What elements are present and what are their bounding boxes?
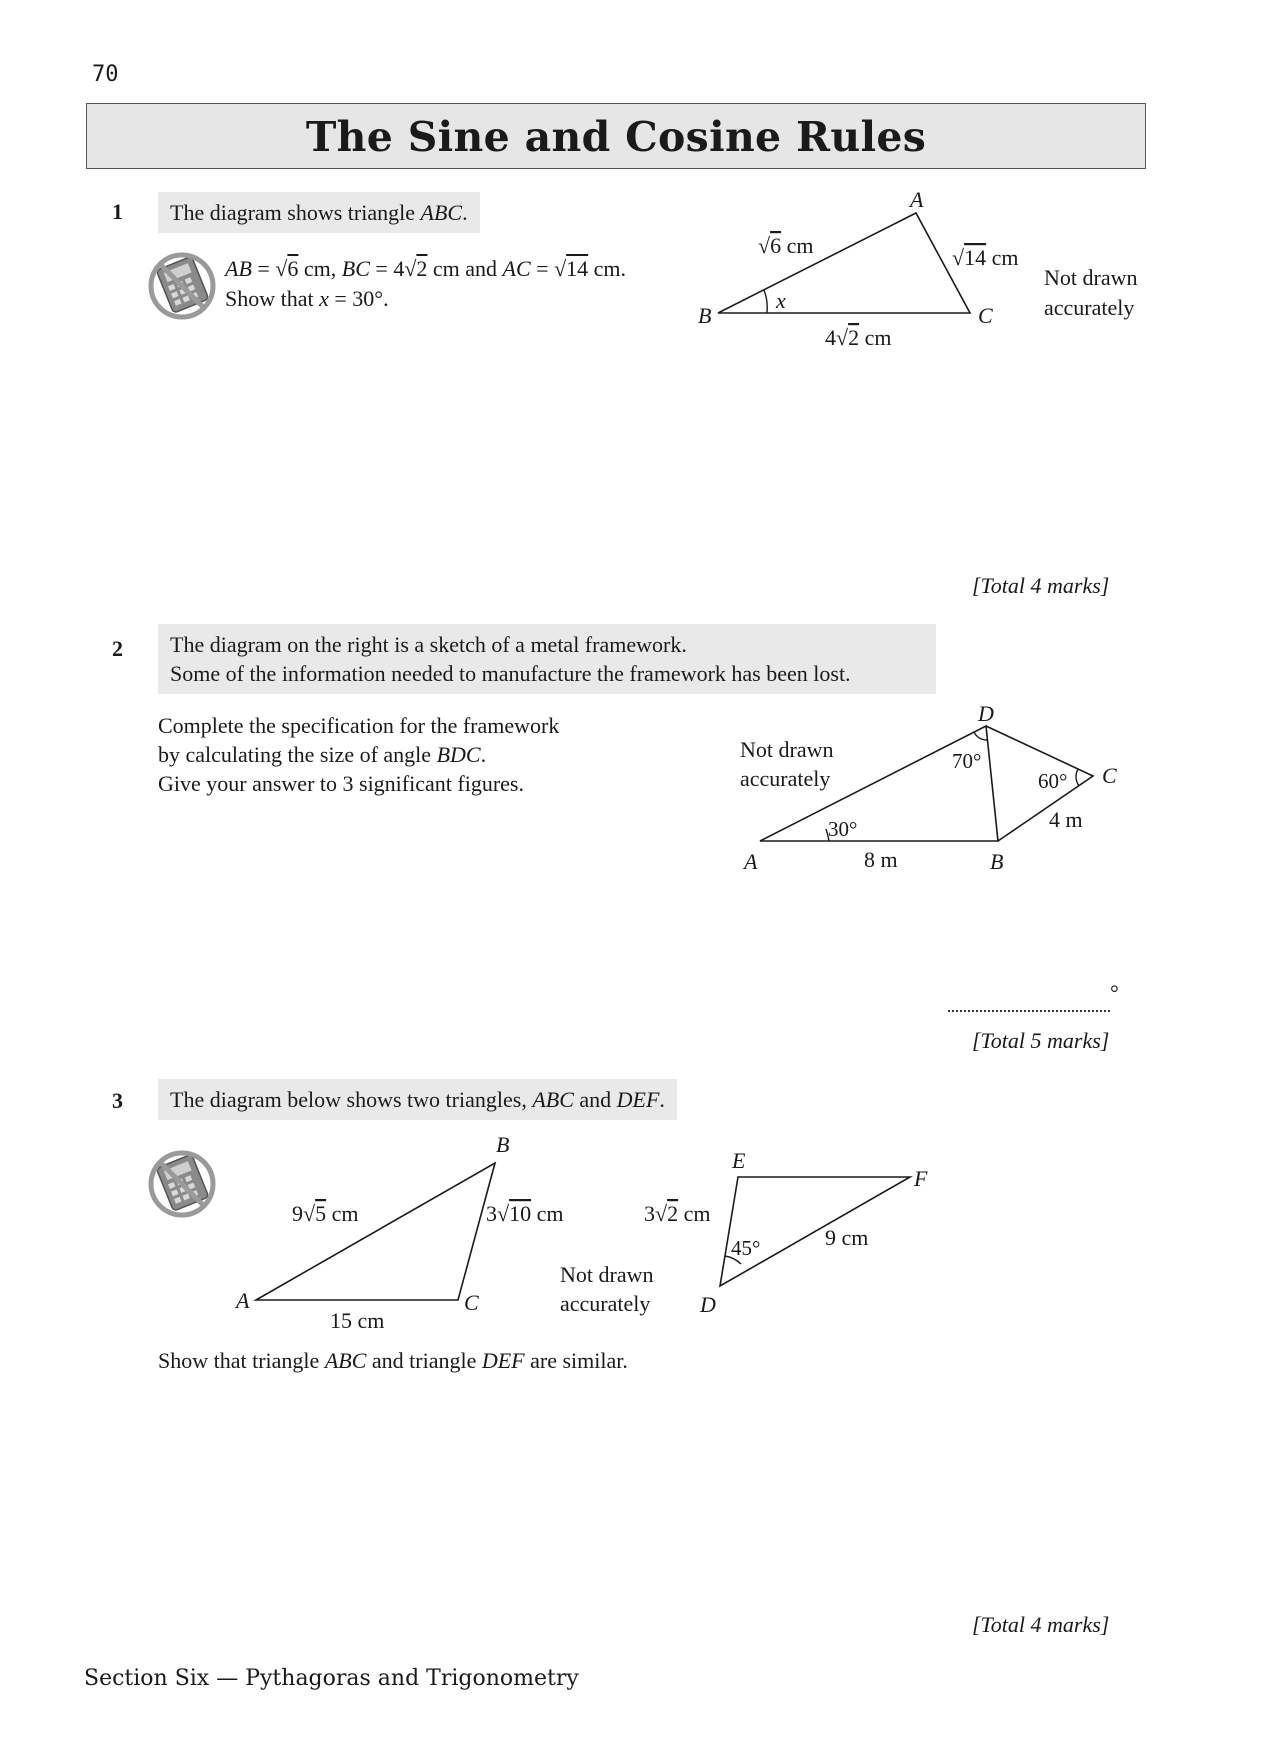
accurately-note: accurately xyxy=(740,766,831,791)
angle-c-label: 60° xyxy=(1038,769,1068,793)
angle-d-label: 70° xyxy=(952,749,982,773)
page-number: 70 xyxy=(92,62,119,87)
vertex-label-a: A xyxy=(236,1288,250,1313)
question-3-total-marks: [Total 4 marks] xyxy=(972,1612,1110,1637)
question-1-intro: The diagram shows triangle ABC. xyxy=(158,192,480,233)
vertex-label-c: C xyxy=(1102,763,1117,788)
triangle-abc xyxy=(718,213,970,313)
not-drawn-note: Not drawn xyxy=(1044,265,1138,290)
question-2-intro: The diagram on the right is a sketch of a metal framework. Some of the information needed to manufacture the framework has been lost. xyxy=(158,624,936,694)
vertex-label-d: D xyxy=(700,1292,716,1317)
question-1-task: Show that x = 30°. xyxy=(225,286,389,311)
vertex-label-e: E xyxy=(732,1148,746,1173)
vertex-label-b: B xyxy=(990,849,1004,874)
angle-c-arc xyxy=(1076,769,1079,786)
title-banner xyxy=(86,103,1146,169)
triangle-abc xyxy=(256,1163,495,1300)
angle-a-label: 30° xyxy=(828,817,858,841)
vertex-label-a: A xyxy=(744,849,758,874)
side-ac-label: √14 cm xyxy=(952,245,1019,270)
side-ab-label: 9√5 cm xyxy=(292,1201,359,1226)
accurately-note: accurately xyxy=(560,1291,651,1316)
side-ab-label: √6 cm xyxy=(758,233,814,258)
question-3-task: Show that triangle ABC and triangle DEF are similar. xyxy=(158,1348,628,1373)
question-2-framework-diagram xyxy=(730,705,1150,880)
vertex-label-f: F xyxy=(914,1166,928,1191)
vertex-label-b: B xyxy=(496,1132,510,1157)
no-calculator-icon xyxy=(146,1148,218,1220)
page-title: The Sine and Cosine Rules xyxy=(305,113,927,161)
question-1-given-sides: AB = √6 cm, BC = 4√2 cm and AC = √14 cm. xyxy=(225,256,627,281)
vertex-label-c: C xyxy=(978,303,993,328)
triangle-def xyxy=(720,1177,910,1286)
question-3-intro: The diagram below shows two triangles, ABC and DEF. xyxy=(158,1079,677,1120)
angle-d-arc xyxy=(974,732,987,740)
not-drawn-note: Not drawn xyxy=(560,1262,654,1287)
question-2-total-marks: [Total 5 marks] xyxy=(972,1028,1110,1053)
side-ac-label: 15 cm xyxy=(330,1308,385,1333)
angle-x-label: x xyxy=(776,288,786,313)
question-3-triangles-diagram xyxy=(220,1130,940,1340)
vertex-label-c: C xyxy=(464,1290,479,1315)
question-3-number: 3 xyxy=(112,1088,123,1113)
not-drawn-note: Not drawn xyxy=(740,737,834,762)
side-bc-label: 4 m xyxy=(1049,807,1083,832)
vertex-label-d: D xyxy=(978,705,994,726)
angle-x-arc xyxy=(764,290,767,313)
question-1-number: 1 xyxy=(112,199,123,224)
vertex-label-a: A xyxy=(910,187,924,212)
section-footer: Section Six — Pythagoras and Trigonometry xyxy=(84,1666,579,1691)
side-df-label: 9 cm xyxy=(825,1225,869,1250)
angle-d-label: 45° xyxy=(731,1236,761,1260)
accurately-note: accurately xyxy=(1044,295,1135,320)
question-2-answer-line[interactable] xyxy=(948,1010,1110,1012)
side-bc-label: 3√10 cm xyxy=(486,1201,564,1226)
answer-degree-symbol: ° xyxy=(1110,980,1119,1005)
side-bc-label: 4√2 cm xyxy=(825,325,892,350)
question-2-number: 2 xyxy=(112,636,123,661)
side-de-label: 3√2 cm xyxy=(644,1201,711,1226)
question-1-total-marks: [Total 4 marks] xyxy=(972,573,1110,598)
question-2-body: Complete the specification for the framework by calculating the size of angle BDC. Give your answer to 3 significant figures. xyxy=(158,713,560,796)
question-1-triangle-diagram xyxy=(680,185,1160,360)
vertex-label-b: B xyxy=(698,303,712,328)
side-ab-label: 8 m xyxy=(864,847,898,872)
no-calculator-icon xyxy=(146,250,218,322)
